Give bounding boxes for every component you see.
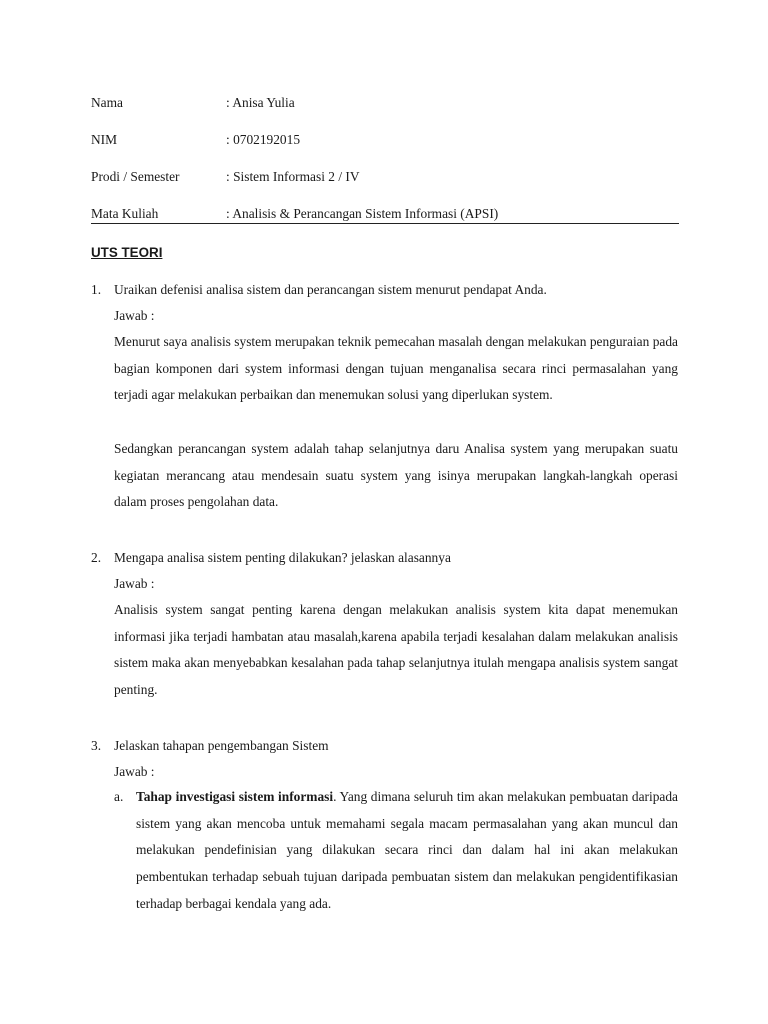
question-1-answer-label: Jawab :: [114, 308, 155, 323]
prodi-label: Prodi / Semester: [91, 169, 180, 184]
name-label: Nama: [91, 95, 123, 110]
matkul-label: Mata Kuliah: [91, 206, 159, 221]
section-title: UTS TEORI: [91, 245, 163, 260]
question-3-text: Jelaskan tahapan pengembangan Sistem: [114, 738, 329, 753]
question-2-answer-label: Jawab :: [114, 576, 155, 591]
question-1-answer-paragraph-1: Menurut saya analisis system merupakan teknik pemecahan masalah dengan melakukan penguraian pada bagian komponen dari system informasi dengan tujuan menganalisa secara rinci permasalahan yang terjadi agar melakukan perbaikan dan menemukan solusi yang diperlukan system.: [114, 334, 678, 403]
sub-item-bold-heading: Tahap investigasi sistem informasi: [136, 789, 334, 804]
name-value: : Anisa Yulia: [226, 95, 295, 110]
question-1-text: Uraikan defenisi analisa sistem dan perancangan sistem menurut pendapat Anda.: [114, 282, 547, 297]
question-1-answer-paragraph-2: Sedangkan perancangan system adalah tahap selanjutnya daru Analisa system yang merupakan suatu kegiatan merancang atau mendesain suatu system yang isinya merupakan langkah-langkah operasi dalam proses pengolahan data.: [114, 441, 678, 510]
sub-item-letter: a.: [114, 789, 124, 804]
sub-item-paragraph: [136, 784, 678, 918]
prodi-value: : Sistem Informasi 2 / IV: [226, 169, 360, 184]
matkul-value: : Analisis & Perancangan Sistem Informasi (APSI): [226, 206, 499, 221]
question-3-number: 3.: [91, 738, 102, 753]
question-2-number: 2.: [91, 550, 102, 565]
nim-label: NIM: [91, 132, 118, 147]
sub-item-body: . Yang dimana seluruh tim akan melakukan pembuatan daripada sistem yang akan mencoba untuk memahami segala macam permasalahan yang akan muncul dan melakukan pendefinisian yang dilakukan secara rinci dan dalam hal ini akan melakukan pembentukan terhadap sebuah tujuan daripada pembuatan sistem dan melakukan pengidentifikasian terhadap berbagai kendala yang ada.: [136, 789, 678, 911]
question-2-text: Mengapa analisa sistem penting dilakukan? jelaskan alasannya: [114, 550, 451, 565]
nim-value: : 0702192015: [226, 132, 301, 147]
question-2-answer-paragraph-1: Analisis system sangat penting karena dengan melakukan analisis system kita dapat menemukan informasi jika terjadi hambatan atau masalah,karena apabila terjadi kesalahan dalam melakukan analisis sistem maka akan menyebabkan kesalahan pada tahap selanjutnya itulah mengapa analisis system sangat penting.: [114, 602, 678, 698]
question-3-answer-label: Jawab :: [114, 764, 155, 779]
question-1-number: 1.: [91, 282, 102, 297]
header-divider: [91, 223, 679, 224]
